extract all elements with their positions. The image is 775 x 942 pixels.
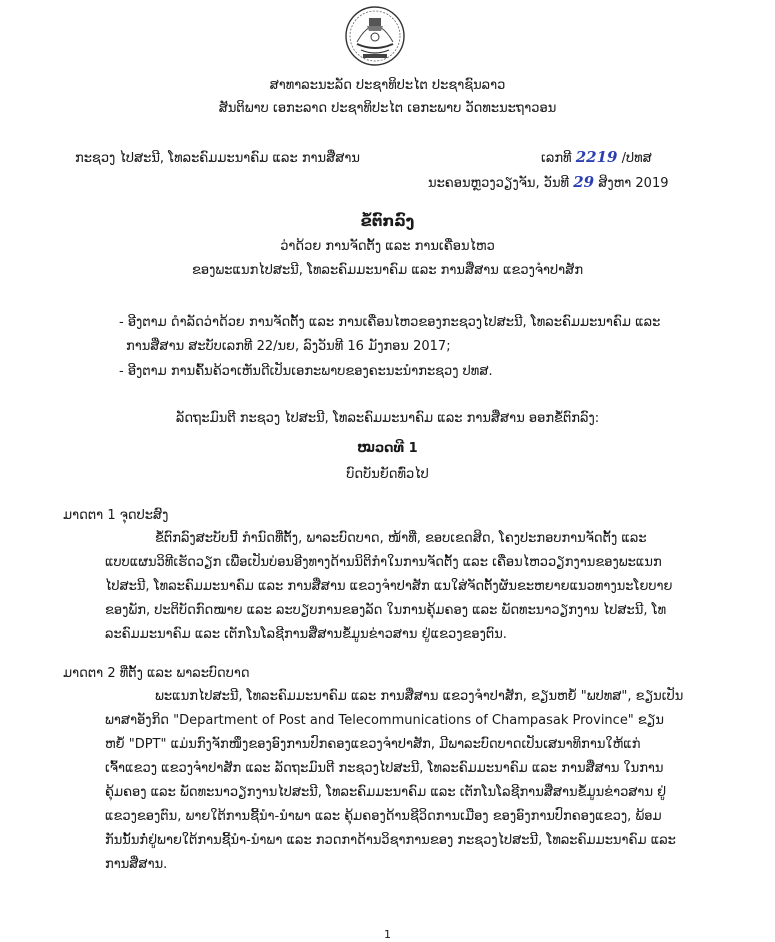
article-2-line: ຫຍໍ້ "DPT" ແມ່ນກົງຈັກໜຶ່ງຂອງອົງການປົກຄອງແຂວງຈຳປາສັກ, ມີພາລະບົດບາດເປັນເສນາທິການໃຫ້ແກ່: [105, 737, 641, 752]
article-1-heading: ມາດຕາ 1 ຈຸດປະສົງ: [63, 508, 169, 523]
doc-no-handwritten: 2219: [575, 148, 618, 166]
doc-no-prefix: ເລກທີ: [541, 151, 572, 166]
article-2-line: ເຈົ້າແຂວງ ແຂວງຈຳປາສັກ ແລະ ລັດຖະມົນຕີ ກະຊວງໄປສະນີ, ໂທລະຄົມມະນາຄົມ ແລະ ການສື່ສານ ໃນການ: [105, 761, 664, 776]
document-number: [541, 149, 652, 167]
date-prefix: ນະຄອນຫຼວງວຽງຈັນ, ວັນທີ: [428, 176, 570, 191]
document-title: ຂໍ້ຕົກລົງ: [360, 212, 415, 230]
article-1-body: [105, 527, 685, 647]
national-emblem-icon: [343, 4, 407, 68]
reference-1-line-1: - ອີງຕາມ ດຳລັດວ່າດ້ວຍ ການຈັດຕັ້ງ ແລະ ການເຄື່ອນໄຫວຂອງກະຊວງໄປສະນີ, ໂທລະຄົມມະນາຄົມ ແລະ: [119, 315, 661, 330]
date-day-handwritten: 29: [573, 173, 595, 191]
reference-1-line-2: ການສື່ສານ ສະບັບເລກທີ 22/ນຍ, ລົງວັນທີ 16 ມັງກອນ 2017;: [126, 339, 451, 354]
header-line-1: ສາທາລະນະລັດ ປະຊາທິປະໄຕ ປະຊາຊົນລາວ: [269, 78, 506, 93]
article-1-line: ຂໍ້ຕົກລົງສະບັບນີ້ ກຳນົດທີ່ຕັ້ງ, ພາລະບົດບາດ, ໜ້າທີ່, ຂອບເຂດສິດ, ໂຄງປະກອບການຈັດຕັ້ງ ແລະ: [155, 531, 647, 546]
article-1-line: ຂອງພັກ, ປະຕິບັດກົດໝາຍ ແລະ ລະບຽບການຂອງລັດ ໃນການຄຸ້ມຄອງ ແລະ ພັດທະນາວຽກງານ ໄປສະນີ, ໂທ: [105, 603, 667, 618]
title-sub-1: ວ່າດ້ວຍ ການຈັດຕັ້ງ ແລະ ການເຄື່ອນໄຫວ: [280, 239, 495, 254]
article-2-line: ຄຸ້ມຄອງ ແລະ ພັດທະນາວຽກງານໄປສະນີ, ໂທລະຄົມມະນາຄົມ ແລະ ເຕັກໂນໂລຊີການສື່ສານຂໍ້ມູນຂ່າວສານ ຢູ່: [105, 785, 667, 800]
article-1-line: ໄປສະນີ, ໂທລະຄົມມະນາຄົມ ແລະ ການສື່ສານ ແຂວງຈຳປາສັກ ແນໃສ່ຈັດຕັ້ງຜັນຂະຫຍາຍແນວທາງນະໂຍບາຍ: [105, 579, 673, 594]
reference-2: - ອີງຕາມ ການຄົ້ນຄ້ວາເຫັນດີເປັນເອກະພາບຂອງຄະນະນຳກະຊວງ ປທສ.: [119, 364, 493, 379]
title-sub-2: ຂອງພະແນກໄປສະນີ, ໂທລະຄົມມະນາຄົມ ແລະ ການສື່ສານ ແຂວງຈຳປາສັກ: [191, 263, 584, 278]
header-line-2: ສັນຕິພາບ ເອກະລາດ ປະຊາທິປະໄຕ ເອກະພາບ ວັດທະນະຖາວອນ: [218, 101, 557, 116]
article-2-heading: ມາດຕາ 2 ທີ່ຕັ້ງ ແລະ ພາລະບົດບາດ: [63, 666, 250, 681]
date-rest: ສິງຫາ 2019: [598, 176, 669, 191]
chapter-title: ບົດບັນຍັດທົ່ວໄປ: [346, 467, 429, 482]
chapter-number: ໝວດທີ 1: [357, 441, 418, 456]
doc-no-suffix: /ປທສ: [621, 151, 652, 166]
article-2-line: ກັນນັ້ນກໍ່ຢູ່ພາຍໃຕ້ການຊີ້ນຳ-ນຳພາ ແລະ ກວດກາດ້ານວິຊາການຂອງ ກະຊວງໄປສະນີ, ໂທລະຄົມມະນາຄົມ ແລະ: [105, 833, 676, 848]
article-2-line: ການສື່ສານ.: [105, 857, 168, 872]
page-number: 1: [384, 928, 391, 941]
article-2-line: ພະແນກໄປສະນີ, ໂທລະຄົມມະນາຄົມ ແລະ ການສື່ສານ ແຂວງຈຳປາສັກ, ຂຽນຫຍໍ້ "ພປທສ", ຂຽນເປັນ: [155, 689, 684, 704]
ministry-name: ກະຊວງ ໄປສະນີ, ໂທລະຄົມມະນາຄົມ ແລະ ການສື່ສານ: [75, 151, 360, 166]
document-date: [428, 174, 669, 192]
decree-statement: ລັດຖະມົນຕີ ກະຊວງ ໄປສະນີ, ໂທລະຄົມມະນາຄົມ ແລະ ການສື່ສານ ອອກຂໍ້ຕົກລົງ:: [175, 411, 600, 426]
article-2-line: ພາສາອັງກິດ "Department of Post and Telecommunications of Champasak Province" ຂຽນ: [105, 713, 664, 728]
article-2-body: [105, 685, 685, 877]
article-2-line: ແຂວງຂອງຕົນ, ພາຍໃຕ້ການຊີ້ນຳ-ນຳພາ ແລະ ຄຸ້ມຄອງດ້ານຊີວິດການເມືອງ ຂອງອົງການປົກຄອງແຂວງ, ພ້ອມ: [105, 809, 662, 824]
article-1-line: ແບບແຜນວິທີເຮັດວຽກ ເພື່ອເປັນບ່ອນອີງທາງດ້ານນິຕິກຳໃນການຈັດຕັ້ງ ແລະ ເຄື່ອນໄຫວວຽກງານຂອງພະແນກ: [105, 555, 662, 570]
article-1-line: ລະຄົມມະນາຄົມ ແລະ ເຕັກໂນໂລຊີການສື່ສານຂໍ້ມູນຂ່າວສານ ຢູ່ແຂວງຂອງຕົນ.: [105, 627, 507, 642]
